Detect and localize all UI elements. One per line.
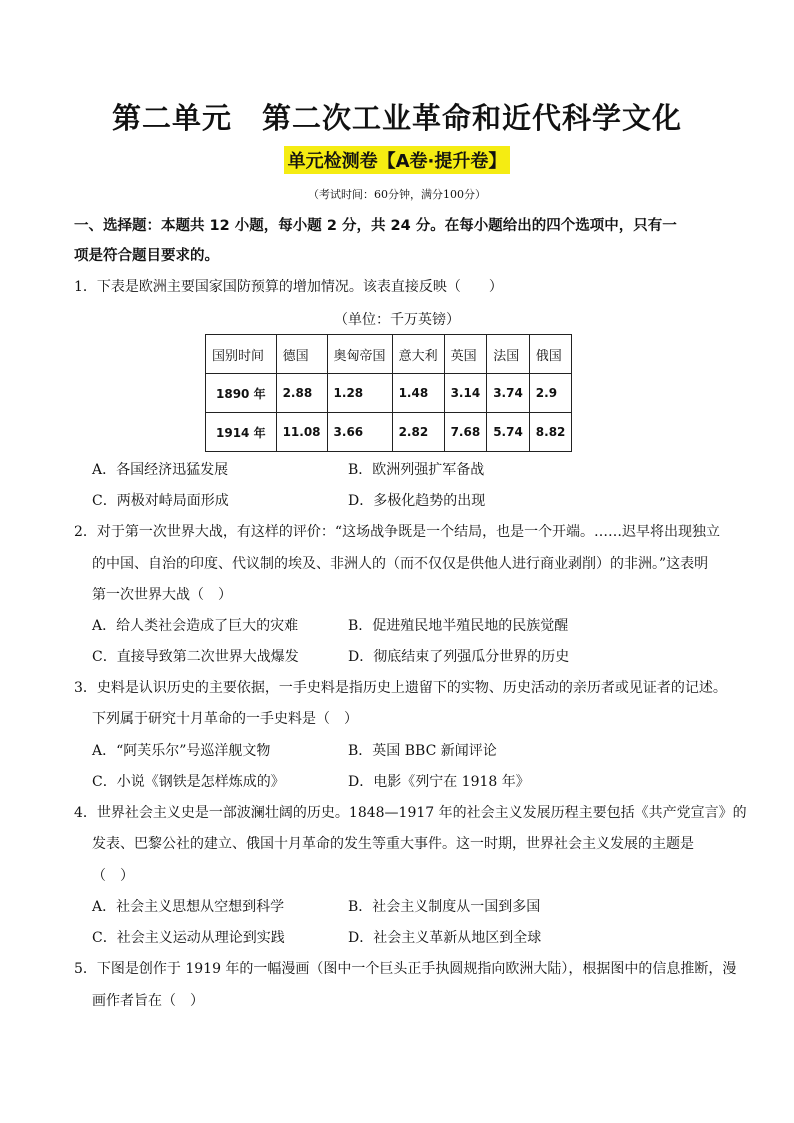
table-row (206, 374, 572, 413)
question-4-line-3: （ ） (92, 868, 134, 884)
q2-option-a: A．给人类社会造成了巨大的灾难 (92, 618, 299, 634)
page-title: 第二单元 第二次工业革命和近代科学文化 (111, 101, 682, 135)
table-row-year: 1914 年 (206, 413, 277, 452)
q1-option-b: B．欧洲列强扩军备战 (348, 462, 485, 478)
table-unit-note: （单位：千万英镑） (334, 312, 460, 328)
question-3-line-2: 下列属于研究十月革命的一手史料是（ ） (92, 711, 358, 727)
q3-option-b: B．英国 BBC 新闻评论 (348, 743, 497, 759)
table-cell: 3.66 (327, 413, 392, 452)
q3-option-d: D．电影《列宁在 1918 年》 (348, 774, 530, 790)
q1-option-a: A．各国经济迅猛发展 (92, 462, 229, 478)
table-cell: 7.68 (444, 413, 487, 452)
question-1-stem: 1．下表是欧洲主要国家国防预算的增加情况。该表直接反映（ ） (74, 279, 503, 295)
table-header-cell: 意大利 (392, 335, 444, 374)
q2-option-d: D．彻底结束了列强瓜分世界的历史 (348, 649, 570, 665)
exam-info: （考试时间：60分钟，满分100分） (308, 188, 486, 201)
question-5-line-2: 画作者旨在（ ） (92, 993, 204, 1009)
table-cell: 3.74 (487, 374, 530, 413)
q4-option-d: D．社会主义革新从地区到全球 (348, 930, 542, 946)
table-header-cell: 英国 (444, 335, 487, 374)
question-3-line-1: 3．史料是认识历史的主要依据，一手史料是指历史上遗留下的实物、历史活动的亲历者或见证者的记述。 (74, 680, 727, 696)
table-header-cell: 德国 (276, 335, 327, 374)
table-header-cell: 法国 (487, 335, 530, 374)
question-2-line-3: 第一次世界大战（ ） (92, 587, 232, 603)
section-instructions-line-2: 项是符合题目要求的。 (74, 248, 219, 264)
table-header-cell: 奥匈帝国 (327, 335, 392, 374)
q2-option-b: B．促进殖民地半殖民地的民族觉醒 (348, 618, 569, 634)
table-cell: 2.9 (529, 374, 572, 413)
table-cell: 2.88 (276, 374, 327, 413)
q3-option-c: C．小说《钢铁是怎样炼成的》 (92, 774, 285, 790)
q4-option-b: B．社会主义制度从一国到多国 (348, 899, 541, 915)
table-header-cell: 俄国 (529, 335, 572, 374)
q4-option-a: A．社会主义思想从空想到科学 (92, 899, 285, 915)
table-header-row (206, 335, 572, 374)
question-2-line-2: 的中国、自治的印度、代议制的埃及、非洲人的（而不仅仅是供他人进行商业剥削）的非洲。”这表明 (92, 556, 709, 572)
table-header-cell: 国别时间 (206, 335, 277, 374)
question-5-line-1: 5．下图是创作于 1919 年的一幅漫画（图中一个巨头正手执圆规指向欧洲大陆），根据图中的信息推断，漫 (74, 961, 737, 977)
page-subtitle: 单元检测卷【A卷·提升卷】 (284, 146, 511, 174)
question-4-line-2: 发表、巴黎公社的建立、俄国十月革命的发生等重大事件。这一时期，世界社会主义发展的主题是 (92, 836, 694, 852)
table-row (206, 413, 572, 452)
table-cell: 5.74 (487, 413, 530, 452)
question-2-line-1: 2．对于第一次世界大战，有这样的评价：“这场战争既是一个结局，也是一个开端。……迟早将出现独立 (74, 524, 721, 540)
table-cell: 11.08 (276, 413, 327, 452)
table-cell: 8.82 (529, 413, 572, 452)
question-4-line-1: 4．世界社会主义史是一部波澜壮阔的历史。1848—1917 年的社会主义发展历程主要包括《共产党宣言》的 (74, 805, 747, 821)
table-cell: 2.82 (392, 413, 444, 452)
q4-option-c: C．社会主义运动从理论到实践 (92, 930, 285, 946)
table-cell: 1.48 (392, 374, 444, 413)
subtitle-container (0, 146, 794, 174)
q2-option-c: C．直接导致第二次世界大战爆发 (92, 649, 299, 665)
section-instructions-line-1: 一、选择题：本题共 12 小题，每小题 2 分，共 24 分。在每小题给出的四个选项中，只有一 (74, 218, 677, 234)
table-cell: 1.28 (327, 374, 392, 413)
table-cell: 3.14 (444, 374, 487, 413)
table-row-year: 1890 年 (206, 374, 277, 413)
q1-option-d: D．多极化趋势的出现 (348, 493, 486, 509)
q3-option-a: A．“阿芙乐尔”号巡洋舰文物 (92, 743, 271, 759)
defense-budget-table (205, 334, 572, 452)
q1-option-c: C．两极对峙局面形成 (92, 493, 229, 509)
